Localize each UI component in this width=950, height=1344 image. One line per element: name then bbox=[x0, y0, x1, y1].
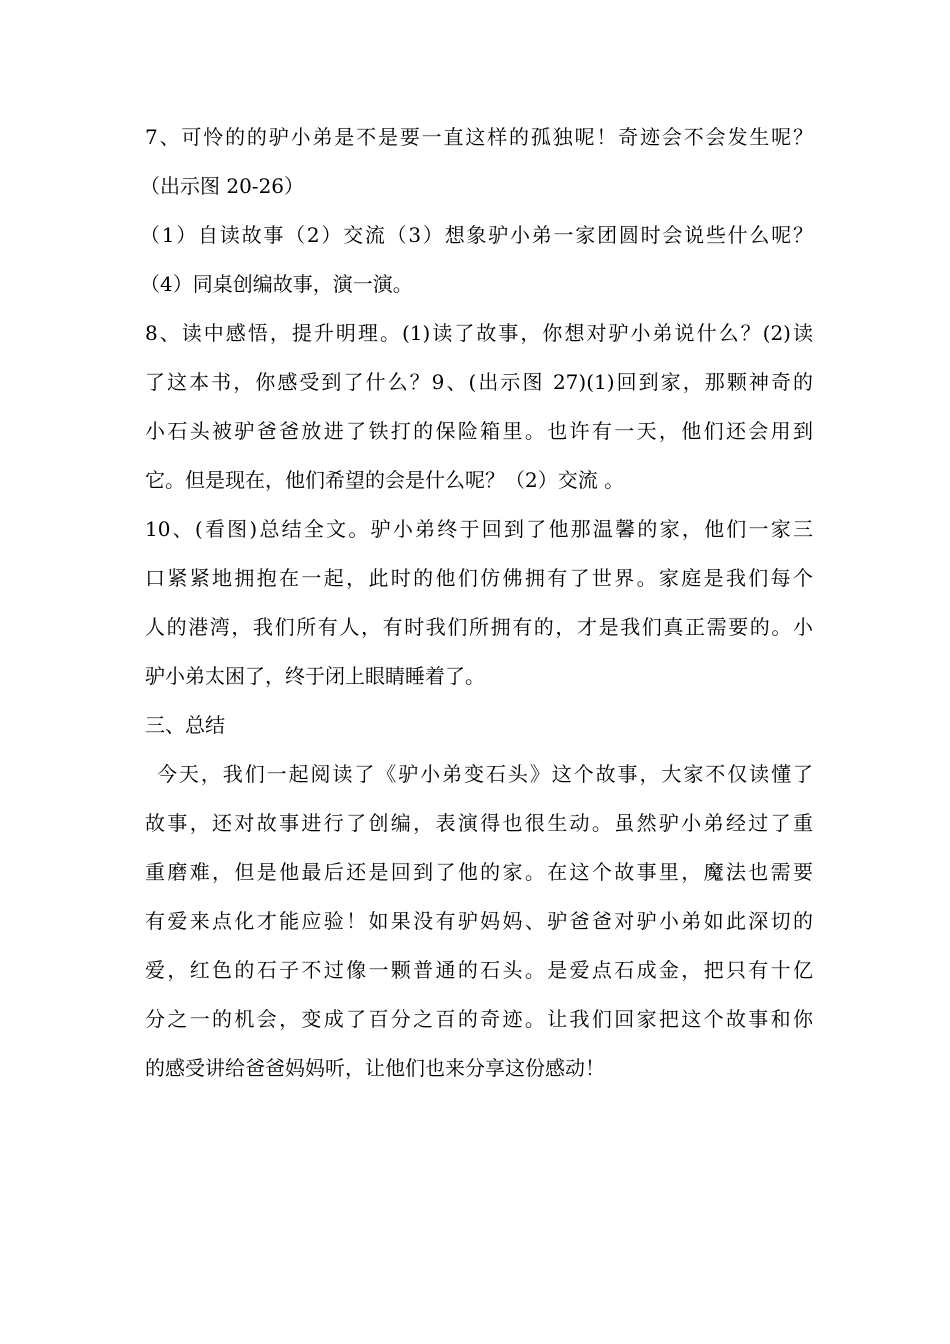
section-heading-summary: 三、总结 bbox=[145, 713, 225, 737]
paragraph-line: 口紧紧地拥抱在一起，此时的他们仿佛拥有了世界。家庭是我们每个 bbox=[145, 566, 813, 590]
summary-line: 重磨难，但是他最后还是回到了他的家。在这个故事里，魔法也需要 bbox=[145, 860, 813, 884]
document-body bbox=[140, 113, 813, 1093]
summary-line: 爱，红色的石子不过像一颗普通的石头。是爱点石成金，把只有十亿 bbox=[145, 958, 813, 982]
paragraph-line-step-7: 7、可怜的的驴小弟是不是要一直这样的孤独呢！奇迹会不会发生呢？ bbox=[145, 125, 813, 149]
paragraph-line-step-10: 10、(看图)总结全文。驴小弟终于回到了他那温馨的家，他们一家三 bbox=[145, 517, 813, 541]
paragraph-line: 驴小弟太困了，终于闭上眼睛睡着了。 bbox=[145, 664, 485, 688]
paragraph-line-step-8: 8、读中感悟，提升明理。(1)读了故事，你想对驴小弟说什么？(2)读 bbox=[145, 321, 813, 345]
paragraph-line-substep-4: （4）同桌创编故事，演一演。 bbox=[140, 272, 413, 296]
summary-line: 故事，还对故事进行了创编，表演得也很生动。虽然驴小弟经过了重 bbox=[145, 811, 813, 835]
summary-line: 今天，我们一起阅读了《驴小弟变石头》这个故事，大家不仅读懂了 bbox=[157, 762, 813, 786]
summary-line: 的感受讲给爸爸妈妈听，让他们也来分享这份感动！ bbox=[145, 1056, 605, 1080]
summary-line: 分之一的机会，变成了百分之百的奇迹。让我们回家把这个故事和你 bbox=[145, 1007, 813, 1031]
paragraph-line-substeps: （1）自读故事（2）交流（3）想象驴小弟一家团圆时会说些什么呢？ bbox=[140, 223, 813, 247]
summary-line: 有爱来点化才能应验！如果没有驴妈妈、驴爸爸对驴小弟如此深切的 bbox=[145, 909, 813, 933]
paragraph-line: 它。但是现在，他们希望的会是什么呢？（2）交流 。 bbox=[145, 468, 625, 492]
paragraph-line: 小石头被驴爸爸放进了铁打的保险箱里。也许有一天，他们还会用到 bbox=[145, 419, 813, 443]
paragraph-line: 人的港湾，我们所有人，有时我们所拥有的，才是我们真正需要的。小 bbox=[145, 615, 813, 639]
paragraph-line-show-figures: （出示图 20-26） bbox=[140, 174, 305, 198]
paragraph-line-step-9: 了这本书，你感受到了什么？9、(出示图 27)(1)回到家，那颗神奇的 bbox=[145, 370, 813, 394]
